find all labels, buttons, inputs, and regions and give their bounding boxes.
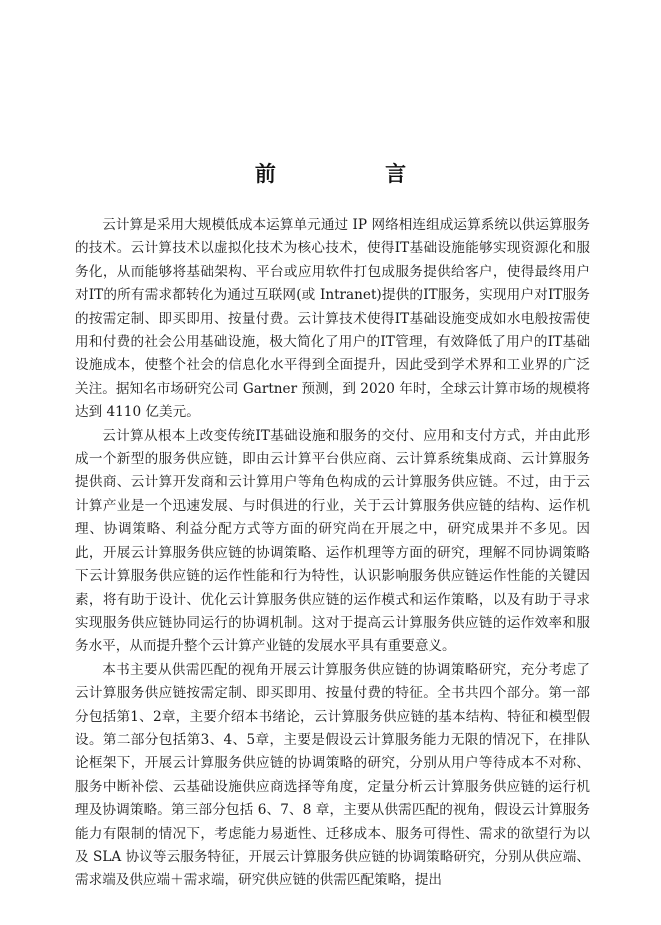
paragraph: 云计算从根本上改变传统IT基础设施和服务的交付、应用和支付方式，并由此形成一个新型的服务供应链，即由云计算平台供应商、云计算系统集成商、云计算服务提供商、云计算开发商和云计算用户等角色构成的云计算服务供应链。不过，由于云计算产业是一个迅速发展、与时俱进的行业，关于云计算服务供应链的结构、运作机理、协调策略、利益分配方式等方面的研究尚在开展之中，研究成果并不多见。因此，开展云计算服务供应链的协调策略、运作机理等方面的研究，理解不同协调策略下云计算服务供应链的运作性能和行为特性，认识影响服务供应链运作性能的关键因素，将有助于设计、优化云计算服务供应链的运作模式和运作策略，以及有助于寻求实现服务供应链协同运行的协调机制。这对于提高云计算服务供应链的运作效率和服务水平，从而提升整个云计算产业链的发展水平具有重要意义。 bbox=[75, 427, 590, 655]
paragraph: 本书主要从供需匹配的视角开展云计算服务供应链的协调策略研究，充分考虑了云计算服务供应链按需定制、即买即用、按量付费的特征。全书共四个部分。第一部分包括第1、2章，主要介绍本书绪论，云计算服务供应链的基本结构、特征和模型假设。第二部分包括第3、4、5章，主要是假设云计算服务能力无限的情况下，在排队论框架下，开展云计算服务供应链的协调策略的研究，分别从用户等待成本不对称、服务中断补偿、云基础设施供应商选择等角度，定量分析云计算服务供应链的运行机理及协调策略。第三部分包括 6、7、8 章，主要从供需匹配的视角，假设云计算服务能力有限制的情况下，考虑能力易逝性、迁移成本、服务可得性、需求的欲望行为以及 SLA 协议等云服务特征，开展云计算服务供应链的协调策略研究，分别从供应端、需求端及供应端＋需求端，研究供应链的供需匹配策略，提出 bbox=[75, 661, 590, 889]
preface-body bbox=[75, 214, 590, 893]
paragraph: 云计算是采用大规模低成本运算单元通过 IP 网络相连组成运算系统以供运算服务的技术。云计算技术以虚拟化技术为核心技术，使得IT基础设施能够实现资源化和服务化，从而能够将基础架构、平台或应用软件打包成服务提供给客户，使得最终用户对IT的所有需求都转化为通过互联网(或 Intranet)提供的IT服务，实现用户对IT服务的按需定制、即买即用、按量付费。云计算技术使得IT基础设施变成如水电般按需使用和付费的社会公用基础设施，极大简化了用户的IT管理，有效降低了用户的IT基础设施成本，使整个社会的信息化水平得到全面提升，因此受到学术界和工业界的广泛关注。据知名市场研究公司 Gartner 预测，到 2020 年时，全球云计算市场的规模将达到 4110 亿美元。 bbox=[75, 217, 590, 421]
page-title: 前 言 bbox=[254, 162, 451, 186]
